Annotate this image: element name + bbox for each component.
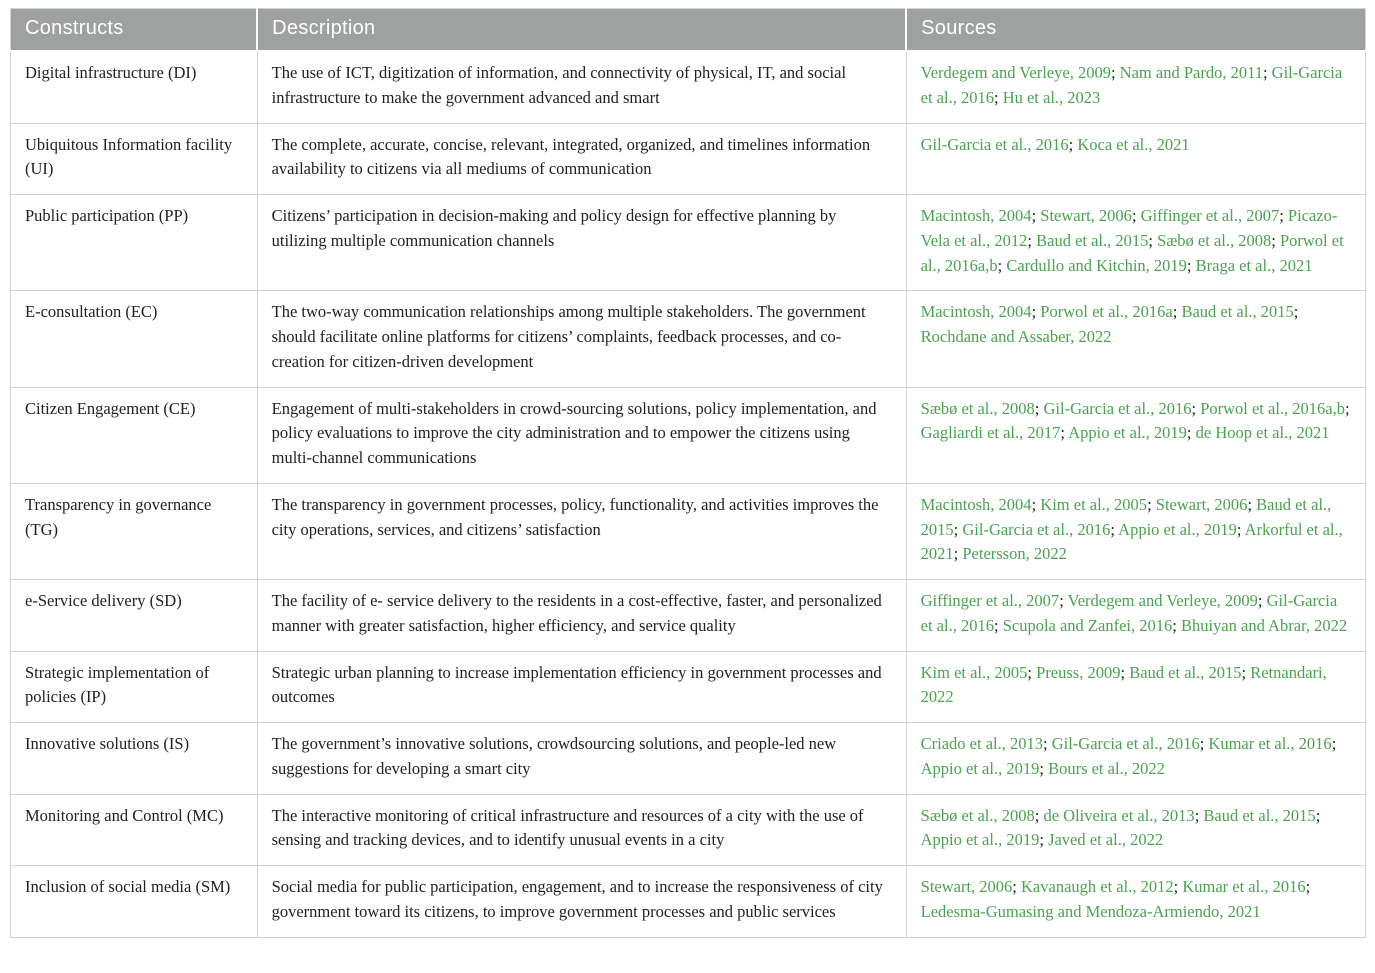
citation-link[interactable]: Macintosh, 2004 [920,302,1032,322]
citation-separator: ; [1191,398,1201,418]
citation-link[interactable]: Gil-Garcia et al., 2016 [920,134,1069,154]
citation-link[interactable]: Preuss, 2009 [1036,662,1121,682]
construct-cell: Monitoring and Control (MC) [11,794,258,866]
citation-link[interactable]: de Hoop et al., 2021 [1195,423,1330,443]
table-row [11,51,1366,123]
citation-separator: ; [953,519,963,539]
description-cell: The two-way communication relationships among multiple stakeholders. The government should facilitate online platforms for citizens’ complaints, feedback processes, and co-creation for citizen-driven development [257,291,906,387]
sources-cell [906,387,1365,483]
table-header-row [11,9,1366,52]
citation-separator: ; [1068,134,1078,154]
citation-link[interactable]: Porwol et al., 2016a,b [1200,398,1345,418]
construct-cell: Digital infrastructure (DI) [11,51,258,123]
citation-link[interactable]: Nam and Pardo, 2011 [1119,63,1263,82]
description-cell: The complete, accurate, concise, relevant, integrated, organized, and timelines information availability to citizens via all mediums of communication [257,123,906,195]
citation-separator: ; [1043,734,1052,753]
citation-link[interactable]: Kim et al., 2005 [1040,494,1148,514]
citation-link[interactable]: Kavanaugh et al., 2012 [1021,877,1174,896]
citation-link[interactable]: Verdegem and Verleye, 2009 [920,63,1111,82]
sources-cell [906,794,1365,866]
citation-link[interactable]: Baud et al., 2015 [1203,805,1316,825]
citation-separator: ; [1148,230,1158,250]
citation-link[interactable]: Ledesma-Gumasing and Mendoza-Armiendo, 2021 [920,901,1261,921]
sources-cell [906,291,1365,387]
table-row [11,866,1366,938]
citation-link[interactable]: Gil-Garcia et al., 2016 [1043,398,1192,418]
sources-cell [906,195,1365,291]
citation-link[interactable]: Criado et al., 2013 [920,734,1043,753]
citation-link[interactable]: Braga et al., 2021 [1195,255,1313,275]
citation-separator: ; [1173,877,1183,896]
citation-separator: ; [1034,805,1044,825]
citation-separator: ; [1059,591,1068,610]
citation-separator: ; [1172,302,1182,322]
description-cell: The government’s innovative solutions, crowdsourcing solutions, and people-led new suggestions for developing a smart city [257,723,906,795]
table-row [11,123,1366,195]
citation-separator: ; [1305,877,1311,896]
citation-link[interactable]: Macintosh, 2004 [920,494,1032,514]
table-row [11,580,1366,652]
citation-separator: ; [1060,423,1069,443]
citation-separator: ; [1186,423,1196,443]
citation-separator: ; [1012,877,1022,896]
sources-cell [906,483,1365,579]
construct-cell: e-Service delivery (SD) [11,580,258,652]
citation-separator: ; [1293,302,1299,322]
construct-cell: Inclusion of social media (SM) [11,866,258,938]
sources-cell [906,580,1365,652]
citation-separator: ; [1027,662,1037,682]
header-sources: Sources [906,9,1365,52]
citation-link[interactable]: Petersson, 2022 [962,544,1067,564]
citation-link[interactable]: Gil-Garcia et al., 2016 [962,519,1111,539]
citation-separator: ; [1279,206,1288,225]
citation-link[interactable]: Arkorful et al., 2021 [920,519,1343,564]
construct-cell: E-consultation (EC) [11,291,258,387]
description-cell: Strategic urban planning to increase implementation efficiency in government processes and outcomes [257,651,906,723]
citation-link[interactable]: Gil-Garcia et al., 2016 [1051,734,1200,753]
citation-separator: ; [1271,230,1280,250]
citation-link[interactable]: Picazo-Vela et al., 2012 [920,206,1338,250]
citation-link[interactable]: Sæbø et al., 2008 [920,805,1035,825]
citation-separator: ; [1031,494,1041,514]
citation-separator: ; [1262,63,1272,82]
citation-link[interactable]: Stewart, 2006 [920,877,1013,896]
citation-separator: ; [1031,302,1041,322]
citation-link[interactable]: Bhuiyan and Abrar, 2022 [1180,615,1348,635]
sources-cell [906,51,1365,123]
citation-separator: ; [1131,206,1141,225]
table-row [11,195,1366,291]
table-row [11,483,1366,579]
citation-separator: ; [1236,519,1245,539]
citation-link[interactable]: Macintosh, 2004 [920,206,1032,225]
citation-separator: ; [1247,494,1257,514]
sources-cell [906,123,1365,195]
description-cell: Citizens’ participation in decision-making and policy design for effective planning by utilizing multiple communication channels [257,195,906,291]
citation-link[interactable]: Kumar et al., 2016 [1208,734,1332,753]
citation-link[interactable]: Javed et al., 2022 [1048,830,1164,850]
description-cell: The transparency in government processes, policy, functionality, and activities improves the city operations, services, and citizens’ satisfaction [257,483,906,579]
citation-separator: ; [1147,494,1156,514]
citation-separator: ; [1257,591,1267,610]
citation-separator: ; [993,615,1003,635]
citation-link[interactable]: Giffinger et al., 2007 [920,591,1060,610]
description-cell: The use of ICT, digitization of information, and connectivity of physical, IT, and social infrastructure to make the government advanced and smart [257,51,906,123]
citation-separator: ; [1331,734,1337,753]
citation-link[interactable]: Kumar et al., 2016 [1182,877,1306,896]
sources-cell [906,866,1365,938]
table-row [11,794,1366,866]
citation-link[interactable]: Hu et al., 2023 [1002,87,1101,107]
construct-cell: Ubiquitous Information facility (UI) [11,123,258,195]
citation-separator: ; [1039,758,1049,778]
citation-separator: ; [1186,255,1196,275]
citation-link[interactable]: Appio et al., 2019 [920,830,1040,850]
citation-link[interactable]: Baud et al., 2015 [1036,230,1149,250]
citation-separator: ; [1199,734,1209,753]
citation-link[interactable]: Bours et al., 2022 [1048,758,1165,778]
citation-link[interactable]: Kim et al., 2005 [920,662,1028,682]
construct-cell: Transparency in governance (TG) [11,483,258,579]
citation-link[interactable]: Appio et al., 2019 [920,758,1040,778]
citation-link[interactable]: Baud et al., 2015 [1129,662,1242,682]
citation-link[interactable]: Retnandari, 2022 [920,662,1327,707]
sources-cell [906,651,1365,723]
citation-separator: ; [1120,662,1130,682]
citation-separator: ; [953,544,963,564]
header-constructs: Constructs [11,9,258,52]
citation-separator: ; [997,255,1007,275]
citation-separator: ; [1345,398,1350,418]
citation-link[interactable]: Stewart, 2006 [1040,206,1132,225]
citation-link[interactable]: Gil-Garcia et al., 2016 [920,591,1338,635]
description-cell: The facility of e- service delivery to the residents in a cost-effective, faster, and personalized manner with greater satisfaction, higher efficiency, and service quality [257,580,906,652]
citation-separator: ; [1039,830,1049,850]
citation-link[interactable]: Scupola and Zanfei, 2016 [1002,615,1173,635]
table-body [11,51,1366,937]
header-description: Description [257,9,906,52]
citation-link[interactable]: Porwol et al., 2016a [1040,302,1173,322]
citation-separator: ; [1034,398,1044,418]
citation-separator: ; [1027,230,1037,250]
citation-link[interactable]: Verdegem and Verleye, 2009 [1067,591,1258,610]
citation-separator: ; [993,87,1003,107]
description-cell: Engagement of multi-stakeholders in crowd-sourcing solutions, policy implementation, and policy evaluations to improve the city administration and to empower the citizens using multi-channel communications [257,387,906,483]
citation-link[interactable]: Giffinger et al., 2007 [1140,206,1280,225]
citation-separator: ; [1031,206,1041,225]
construct-cell: Innovative solutions (IS) [11,723,258,795]
constructs-table [10,8,1366,938]
citation-link[interactable]: Gagliardi et al., 2017 [920,423,1061,443]
construct-cell: Strategic implementation of policies (IP) [11,651,258,723]
citation-link[interactable]: de Oliveira et al., 2013 [1043,805,1195,825]
construct-cell: Public participation (PP) [11,195,258,291]
table-row [11,387,1366,483]
table-row [11,723,1366,795]
citation-link[interactable]: Porwol et al., 2016a,b [920,230,1344,275]
citation-link[interactable]: Baud et al., 2015 [1181,302,1294,322]
description-cell: The interactive monitoring of critical infrastructure and resources of a city with the use of sensing and tracking devices, and to identify unusual events in a city [257,794,906,866]
construct-cell: Citizen Engagement (CE) [11,387,258,483]
citation-link[interactable]: Cardullo and Kitchin, 2019 [1006,255,1187,275]
citation-link[interactable]: Appio et al., 2019 [1118,519,1237,539]
citation-link[interactable]: Stewart, 2006 [1155,494,1248,514]
citation-link[interactable]: Sæbø et al., 2008 [920,398,1035,418]
citation-separator: ; [1172,615,1181,635]
citation-link[interactable]: Koca et al., 2021 [1077,134,1190,154]
table-row [11,651,1366,723]
citation-separator: ; [1110,63,1120,82]
citation-link[interactable]: Appio et al., 2019 [1068,423,1187,443]
citation-separator: ; [1241,662,1251,682]
citation-link[interactable]: Gil-Garcia et al., 2016 [920,63,1343,107]
table-row [11,291,1366,387]
citation-separator: ; [1315,805,1321,825]
citation-separator: ; [1110,519,1119,539]
sources-cell [906,723,1365,795]
description-cell: Social media for public participation, engagement, and to increase the responsiveness of city government toward its citizens, to improve government processes and public services [257,866,906,938]
citation-link[interactable]: Sæbø et al., 2008 [1157,230,1272,250]
citation-separator: ; [1194,805,1204,825]
citation-link[interactable]: Baud et al., 2015 [920,494,1332,539]
citation-link[interactable]: Rochdane and Assaber, 2022 [920,327,1112,346]
